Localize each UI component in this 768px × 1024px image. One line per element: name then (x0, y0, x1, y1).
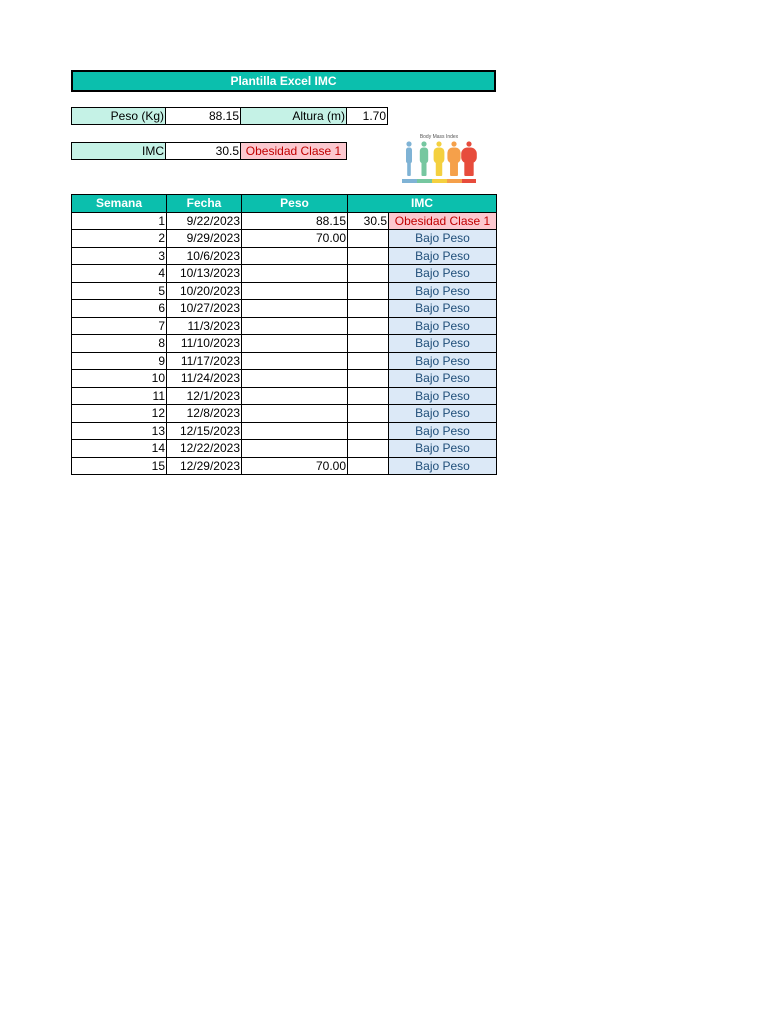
cell-fecha[interactable]: 12/29/2023 (167, 457, 242, 475)
cell-fecha[interactable]: 10/20/2023 (167, 282, 242, 300)
altura-input[interactable]: 1.70 (346, 107, 388, 125)
col-header-peso: Peso (242, 195, 348, 213)
cell-semana: 3 (72, 247, 167, 265)
cell-imc (348, 282, 389, 300)
cell-fecha[interactable]: 12/1/2023 (167, 387, 242, 405)
imc-value: 30.5 (165, 142, 241, 160)
body-figures-icon (400, 140, 478, 184)
altura-label: Altura (m) (240, 107, 347, 125)
figure-legs-1 (407, 162, 411, 176)
cell-peso[interactable]: 70.00 (242, 230, 348, 248)
bmi-figure-caption: Body Mass Index (419, 134, 459, 140)
cell-category: Bajo Peso (389, 422, 497, 440)
cell-semana: 10 (72, 370, 167, 388)
table-row (72, 282, 497, 300)
table-row (72, 387, 497, 405)
cell-semana: 9 (72, 352, 167, 370)
col-header-semana: Semana (72, 195, 167, 213)
peso-label: Peso (Kg) (71, 107, 166, 125)
figure-legs-5 (464, 162, 473, 176)
cell-peso[interactable] (242, 422, 348, 440)
table-row (72, 405, 497, 423)
cell-imc (348, 335, 389, 353)
cell-category: Bajo Peso (389, 352, 497, 370)
cell-imc (348, 300, 389, 318)
cell-category: Bajo Peso (389, 387, 497, 405)
cell-semana: 15 (72, 457, 167, 475)
figure-body-3 (434, 148, 445, 164)
cell-category: Bajo Peso (389, 457, 497, 475)
cell-category: Bajo Peso (389, 300, 497, 318)
imc-label: IMC (71, 142, 166, 160)
cell-fecha[interactable]: 10/27/2023 (167, 300, 242, 318)
cell-fecha[interactable]: 11/3/2023 (167, 317, 242, 335)
cell-peso[interactable] (242, 387, 348, 405)
table-header-row (72, 195, 497, 213)
cell-peso[interactable] (242, 317, 348, 335)
cell-peso[interactable]: 70.00 (242, 457, 348, 475)
cell-peso[interactable] (242, 352, 348, 370)
cell-semana: 14 (72, 440, 167, 458)
figure-body-1 (406, 148, 412, 164)
weekly-log-table (71, 194, 497, 475)
table-row (72, 317, 497, 335)
cell-category: Bajo Peso (389, 370, 497, 388)
cell-peso[interactable] (242, 335, 348, 353)
cell-imc (348, 230, 389, 248)
cell-peso[interactable]: 88.15 (242, 212, 348, 230)
cell-imc: 30.5 (348, 212, 389, 230)
cell-semana: 12 (72, 405, 167, 423)
cell-imc (348, 457, 389, 475)
cell-fecha[interactable]: 12/15/2023 (167, 422, 242, 440)
cell-semana: 13 (72, 422, 167, 440)
cell-imc (348, 387, 389, 405)
figure-head-2 (421, 141, 426, 146)
cell-semana: 5 (72, 282, 167, 300)
sheet-title: Plantilla Excel IMC (71, 70, 496, 92)
cell-fecha[interactable]: 11/24/2023 (167, 370, 242, 388)
table-row (72, 230, 497, 248)
figure-head-5 (466, 141, 471, 146)
cell-semana: 11 (72, 387, 167, 405)
cell-fecha[interactable]: 10/13/2023 (167, 265, 242, 283)
cell-semana: 2 (72, 230, 167, 248)
figure-body-4 (447, 148, 460, 164)
cell-category: Obesidad Clase 1 (389, 212, 497, 230)
cell-imc (348, 422, 389, 440)
cell-peso[interactable] (242, 405, 348, 423)
table-row (72, 300, 497, 318)
table-row (72, 422, 497, 440)
table-row (72, 247, 497, 265)
figure-legs-2 (421, 162, 426, 176)
cell-fecha[interactable]: 10/6/2023 (167, 247, 242, 265)
figure-head-1 (406, 141, 411, 146)
cell-imc (348, 370, 389, 388)
cell-semana: 8 (72, 335, 167, 353)
cell-category: Bajo Peso (389, 335, 497, 353)
cell-category: Bajo Peso (389, 440, 497, 458)
table-row (72, 212, 497, 230)
cell-imc (348, 317, 389, 335)
cell-peso[interactable] (242, 282, 348, 300)
table-row (72, 440, 497, 458)
cell-category: Bajo Peso (389, 230, 497, 248)
bmi-silhouettes-image (400, 134, 478, 184)
table-row (72, 352, 497, 370)
cell-semana: 7 (72, 317, 167, 335)
cell-imc (348, 440, 389, 458)
cell-category: Bajo Peso (389, 265, 497, 283)
figure-legs-3 (436, 162, 442, 176)
cell-imc (348, 265, 389, 283)
cell-fecha[interactable]: 9/29/2023 (167, 230, 242, 248)
cell-category: Bajo Peso (389, 317, 497, 335)
cell-imc (348, 405, 389, 423)
cell-peso[interactable] (242, 440, 348, 458)
cell-peso[interactable] (242, 265, 348, 283)
figure-head-4 (451, 141, 456, 146)
cell-imc (348, 247, 389, 265)
cell-semana: 4 (72, 265, 167, 283)
peso-input[interactable]: 88.15 (165, 107, 241, 125)
cell-peso[interactable] (242, 247, 348, 265)
col-header-fecha: Fecha (167, 195, 242, 213)
cell-imc (348, 352, 389, 370)
cell-category: Bajo Peso (389, 282, 497, 300)
table-row (72, 457, 497, 475)
figure-legs-4 (450, 162, 458, 176)
cell-category: Bajo Peso (389, 247, 497, 265)
table-row (72, 370, 497, 388)
cell-fecha[interactable]: 11/10/2023 (167, 335, 242, 353)
cell-peso[interactable] (242, 300, 348, 318)
figure-body-2 (420, 148, 428, 164)
figure-head-3 (436, 141, 441, 146)
table-row (72, 335, 497, 353)
imc-category-badge: Obesidad Clase 1 (240, 142, 347, 160)
cell-category: Bajo Peso (389, 405, 497, 423)
col-header-imc: IMC (348, 195, 497, 213)
table-row (72, 265, 497, 283)
cell-peso[interactable] (242, 370, 348, 388)
cell-semana: 1 (72, 212, 167, 230)
cell-fecha[interactable]: 12/8/2023 (167, 405, 242, 423)
cell-semana: 6 (72, 300, 167, 318)
cell-fecha[interactable]: 9/22/2023 (167, 212, 242, 230)
cell-fecha[interactable]: 11/17/2023 (167, 352, 242, 370)
figure-body-5 (461, 148, 477, 164)
cell-fecha[interactable]: 12/22/2023 (167, 440, 242, 458)
